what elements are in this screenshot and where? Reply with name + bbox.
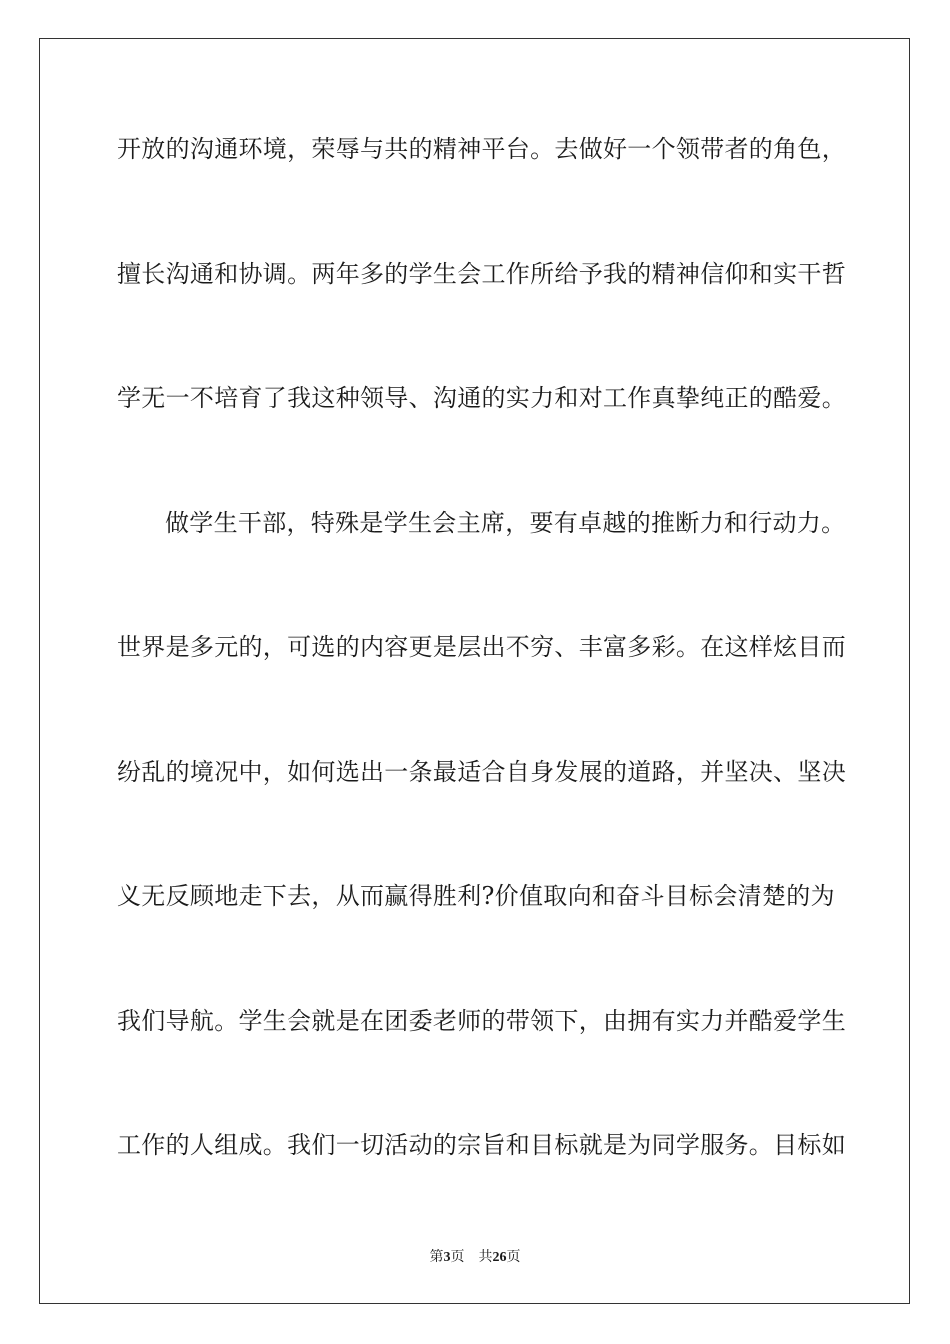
- body-line-1: 开放的沟通环境，荣辱与共的精神平台。去做好一个领带者的角色，: [117, 135, 846, 163]
- body-line-5: 世界是多元的，可选的内容更是层出不穷、丰富多彩。在这样炫目而: [117, 633, 846, 661]
- body-line-6: 纷乱的境况中，如何选出一条最适合自身发展的道路，并坚决、坚决: [117, 758, 846, 786]
- footer-total-pages: 26: [492, 1250, 507, 1265]
- footer-page-suffix: 页: [450, 1249, 465, 1265]
- body-line-3: 学无一不培育了我这种领导、沟通的实力和对工作真挚纯正的酷爱。: [117, 384, 846, 412]
- body-line-4-paragraph-start: 做学生干部，特殊是学生会主席，要有卓越的推断力和行动力。: [165, 509, 846, 537]
- body-line-7: 义无反顾地走下去，从而赢得胜利?价值取向和奋斗目标会清楚的为: [117, 882, 835, 910]
- body-line-2: 擅长沟通和协调。两年多的学生会工作所给予我的精神信仰和实干哲: [117, 260, 846, 288]
- footer-total-prefix: 共: [478, 1249, 493, 1265]
- footer-total-suffix: 页: [506, 1249, 521, 1265]
- body-line-9: 工作的人组成。我们一切活动的宗旨和目标就是为同学服务。目标如: [117, 1131, 846, 1159]
- footer-page-prefix: 第: [429, 1249, 444, 1265]
- page-border: [39, 38, 910, 1304]
- body-line-8: 我们导航。学生会就是在团委老师的带领下，由拥有实力并酷爱学生: [117, 1007, 846, 1035]
- footer-page-number: 3: [443, 1250, 451, 1265]
- page-footer: [0, 1247, 950, 1268]
